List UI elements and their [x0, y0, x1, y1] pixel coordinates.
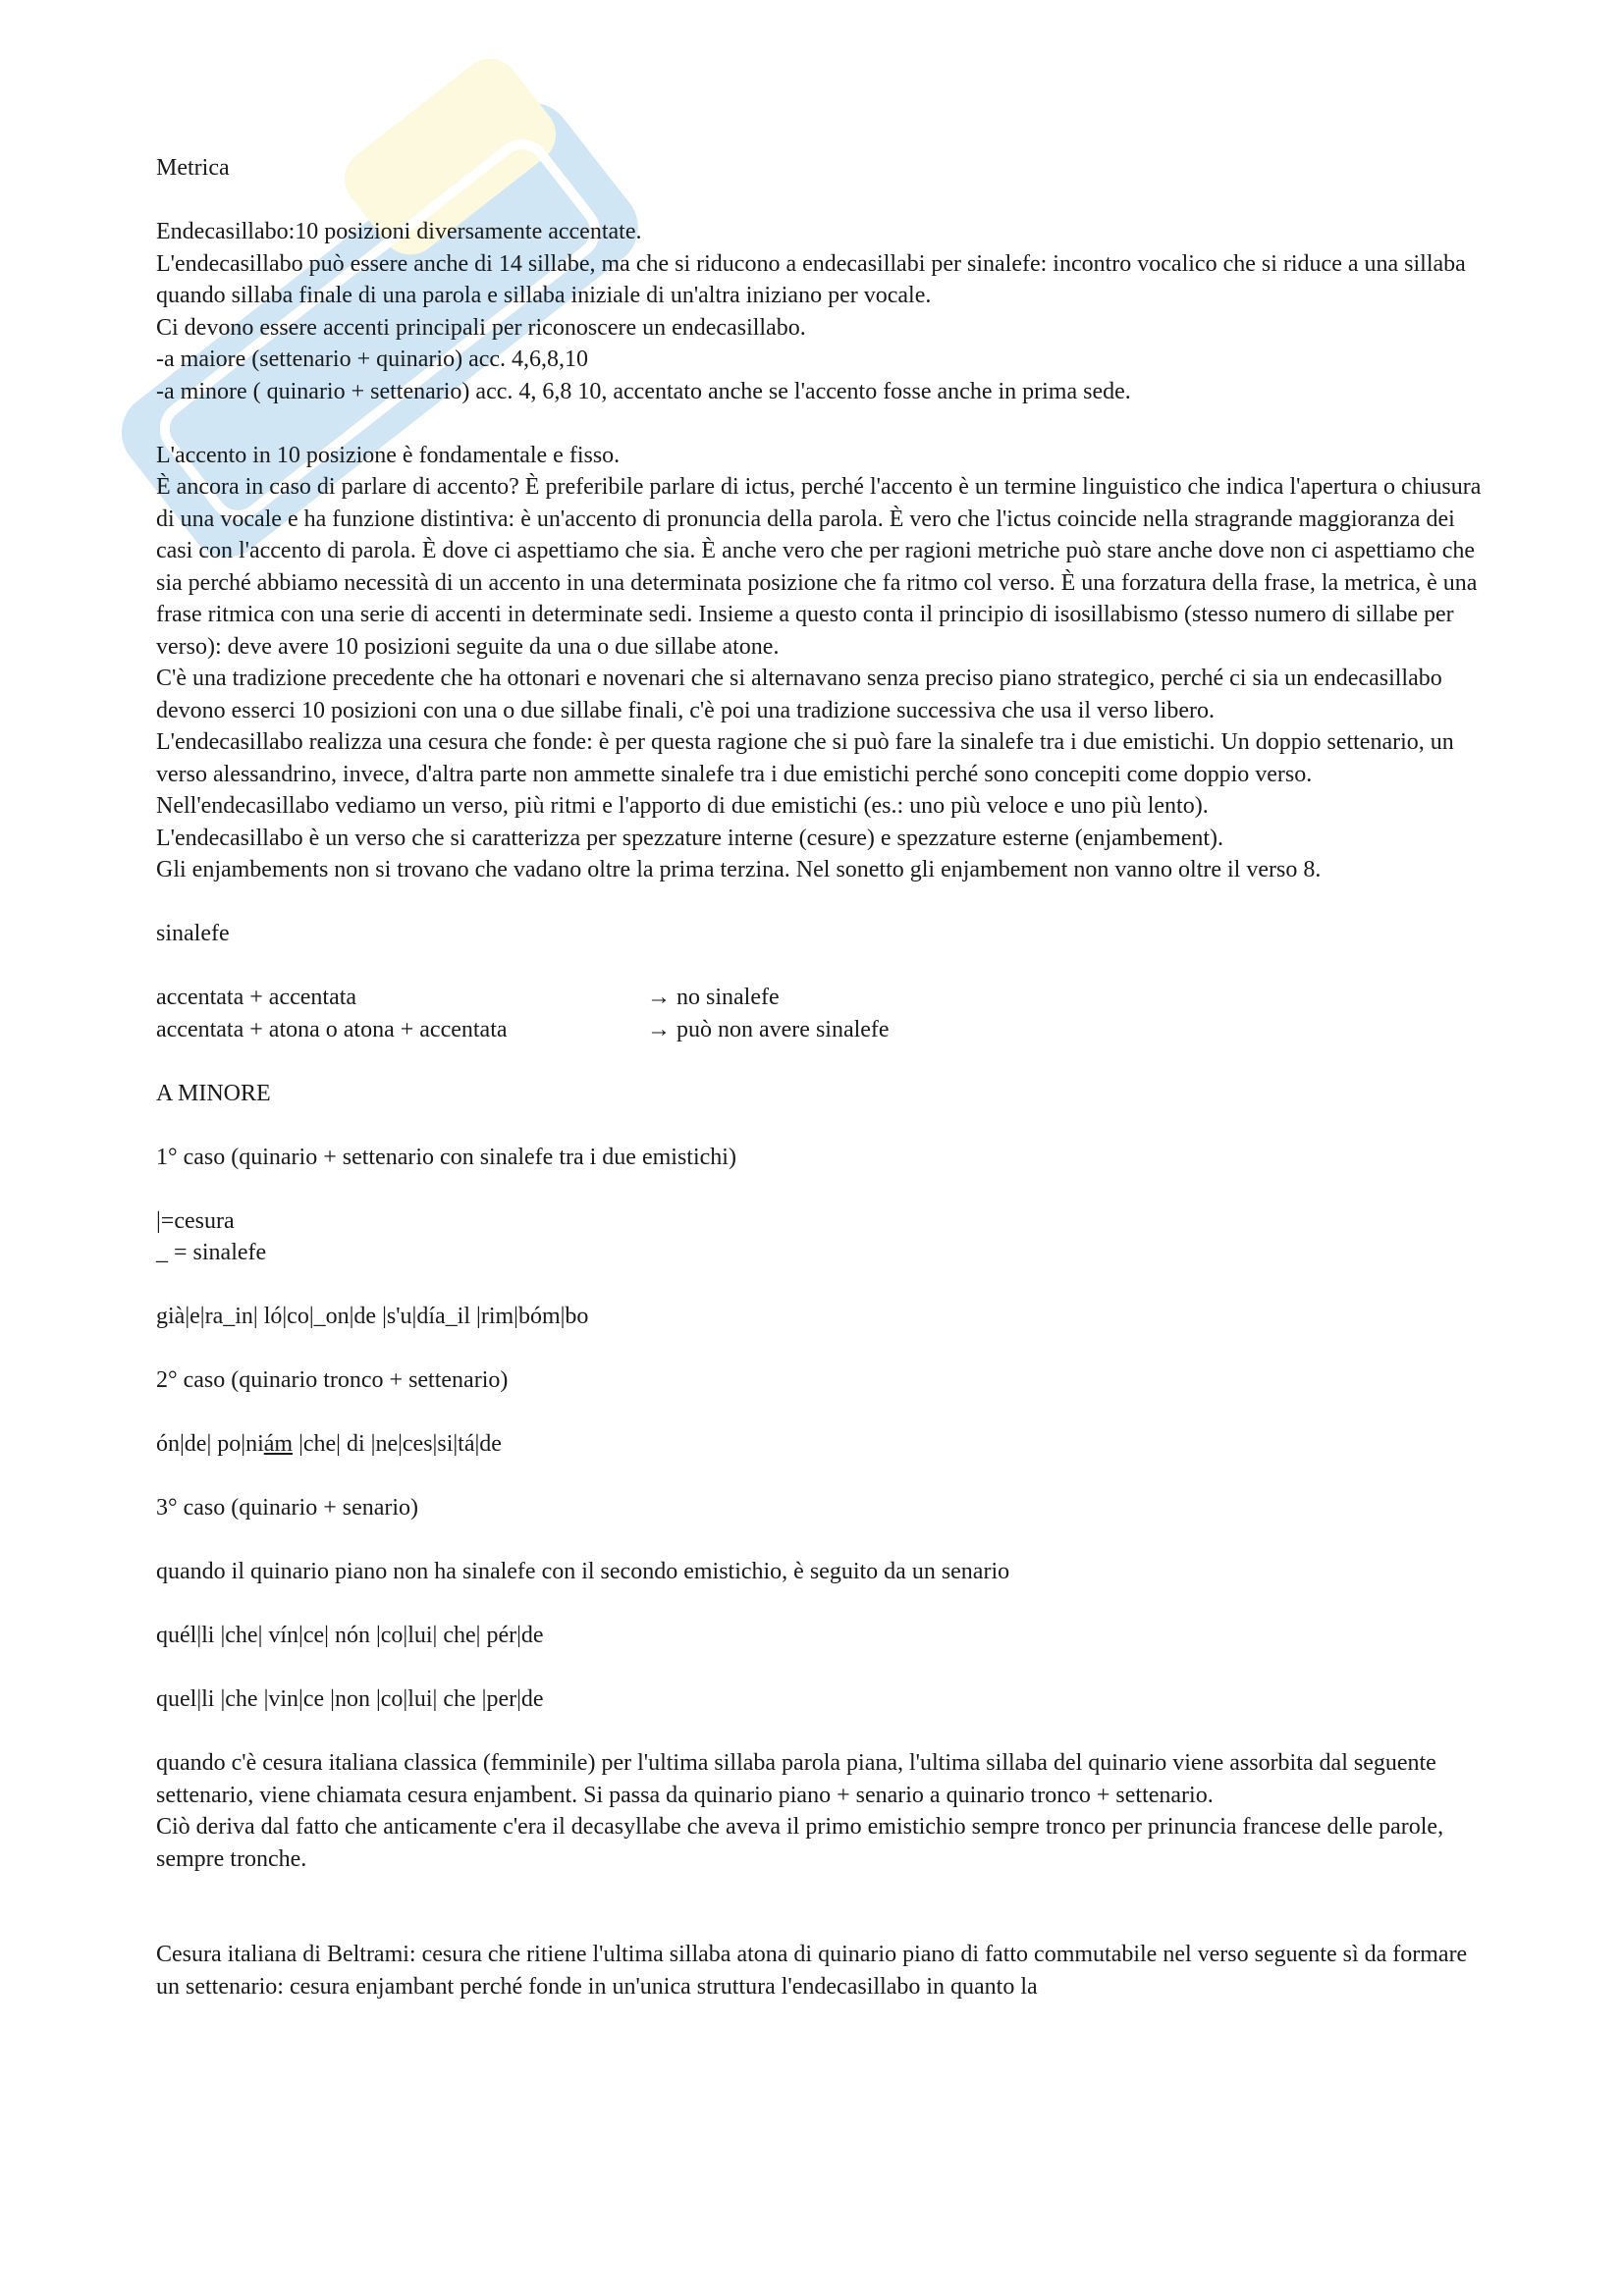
a-minore-heading: A MINORE — [156, 1080, 271, 1106]
example-verse-2-underlined: ám — [263, 1431, 294, 1457]
example-verse-1: già|e|ra_in| ló|co|_on|de |s'u|día_il |rim|bóm|bo — [156, 1304, 589, 1329]
legend-sinalefe: _ = sinalefe — [156, 1240, 267, 1265]
case-2-heading: 2° caso (quinario tronco + settenario) — [156, 1367, 509, 1393]
enjambent-paragraph: quando c'è cesura italiana classica (femminile) per l'ultima sillaba parola piana, l'ultima sillaba del quinario viene assorbita dal seguente settenario, viene chiamata cesura enjambent. Si passa da quinario piano + senario a quinario tronco + settenario. — [156, 1750, 1436, 1808]
intro-line: Ci devono essere accenti principali per riconoscere un endecasillabo. — [156, 314, 806, 341]
intro-line: Endecasillabo:10 posizioni diversamente accentate. — [156, 219, 642, 244]
example-verse-2-start: ón|de| po|ni — [156, 1431, 264, 1457]
sinalefe-rule-result: → può non avere sinalefe — [647, 1016, 890, 1042]
example-verse-3a: quél|li |che| vín|ce| nón |co|lui| che| pér|de — [156, 1623, 544, 1648]
sinalefe-rule-row — [156, 982, 1482, 1014]
sinalefe-rule-row — [156, 1014, 1482, 1046]
body-paragraph: Nell'endecasillabo vediamo un verso, più ritmi e l'apporto di due emistichi (es.: uno più veloce e uno più lento). — [156, 793, 1209, 819]
example-verse-3b: quel|li |che |vin|ce |non |co|lui| che |per|de — [156, 1686, 544, 1712]
case-1-heading: 1° caso (quinario + settenario con sinalefe tra i due emistichi) — [156, 1144, 736, 1170]
beltrami-paragraph: Cesura italiana di Beltrami: cesura che ritiene l'ultima sillaba atona di quinario piano di fatto commutabile nel verso seguente sì da formare un settenario: cesura enjambant perché fonde in un'unica struttura l'endecasillabo in quanto la — [156, 1942, 1468, 2000]
intro-line: -a minore ( quinario + settenario) acc. 4, 6,8 10, accentato anche se l'accento fosse anche in prima sede. — [156, 378, 1131, 404]
body-paragraph: C'è una tradizione precedente che ha ottonari e novenari che si alternavano senza preciso piano strategico, perché ci sia un endecasillabo devono esserci 10 posizioni con una o due sillabe finali, c'è poi una tradizione successiva che usa il verso libero. — [156, 666, 1442, 723]
body-paragraph: L'endecasillabo è un verso che si caratterizza per spezzature interne (cesure) e spezzature esterne (enjambement). — [156, 825, 1224, 851]
example-verse-2-end: |che| di |ne|ces|si|tá|de — [293, 1431, 502, 1457]
example-verse-2 — [156, 1428, 1482, 1461]
body-paragraph: Gli enjambements non si trovano che vadano oltre la prima terzina. Nel sonetto gli enjambement non vanno oltre il verso 8. — [156, 857, 1322, 882]
document-title: Metrica — [156, 155, 230, 181]
case-3-description: quando il quinario piano non ha sinalefe con il secondo emistichio, è seguito da un senario — [156, 1559, 1010, 1584]
sinalefe-rule-result: → no sinalefe — [647, 985, 780, 1010]
origin-paragraph: Ciò deriva dal fatto che anticamente c'era il decasyllabe che aveva il primo emistichio sempre tronco per prinuncia francese delle parole, sempre tronche. — [156, 1814, 1444, 1872]
legend-cesura: |=cesura — [156, 1207, 235, 1234]
document-page — [156, 152, 1482, 2002]
sinalefe-rule-condition: accentata + accentata — [156, 985, 357, 1010]
sinalefe-heading: sinalefe — [156, 921, 230, 946]
intro-line: L'endecasillabo può essere anche di 14 sillabe, ma che si riducono a endecasillabi per sinalefe: incontro vocalico che si riduce a una sillaba quando sillaba finale di una parola e sillaba iniziale di un'altra iniziano per vocale. — [156, 250, 1466, 308]
intro-line: -a maiore (settenario + quinario) acc. 4,6,8,10 — [156, 347, 589, 372]
sinalefe-rule-condition: accentata + atona o atona + accentata — [156, 1016, 508, 1042]
body-paragraph: È ancora in caso di parlare di accento? È preferibile parlare di ictus, perché l'accento è un termine linguistico che indica l'apertura o chiusura di una vocale e ha funzione distintiva: è un'accento di pronuncia della parola. È vero che l'ictus coincide nella stragrande maggioranza dei casi con l'accento di parola. È dove ci aspettiamo che sia. È anche vero che per ragioni metriche può stare anche dove non ci aspettiamo che sia perché abbiamo necessità di un accento in una determinata posizione che fa ritmo col verso. È una forzatura della frase, la metrica, è una frase ritmica con una serie di accenti in determinate sedi. Insieme a questo conta il principio di isosillabismo (stesso numero di sillabe per verso): deve avere 10 posizioni seguite da una o due sillabe atone. — [156, 474, 1482, 660]
body-paragraph: L'endecasillabo realizza una cesura che fonde: è per questa ragione che si può fare la sinalefe tra i due emistichi. Un doppio settenario, un verso alessandrino, invece, d'altra parte non ammette sinalefe tra i due emistichi perché sono concepiti come doppio verso. — [156, 729, 1454, 787]
body-paragraph: L'accento in 10 posizione è fondamentale e fisso. — [156, 442, 621, 468]
case-3-heading: 3° caso (quinario + senario) — [156, 1495, 419, 1521]
